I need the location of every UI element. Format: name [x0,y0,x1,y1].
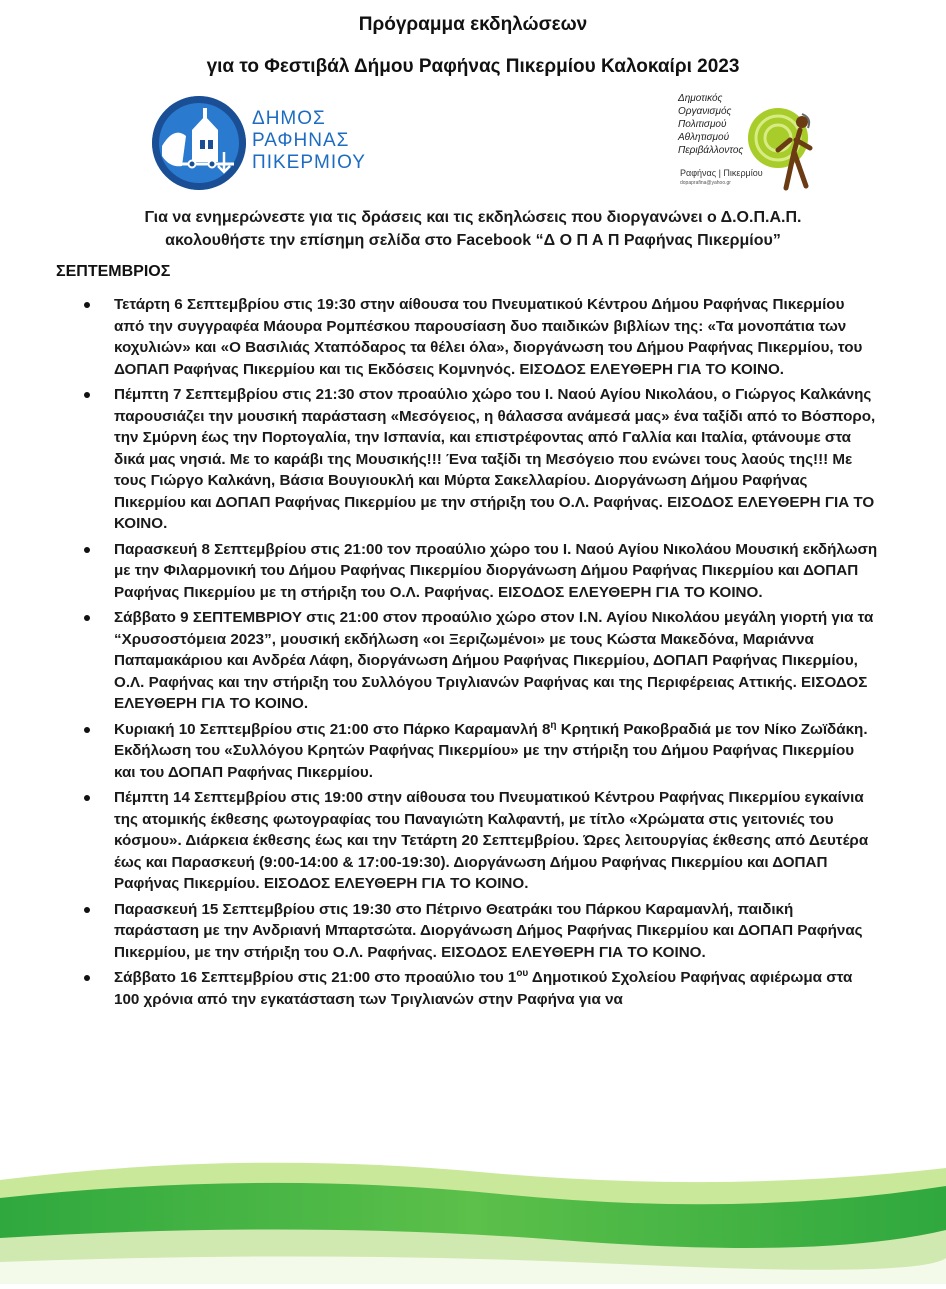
event-item [78,899,878,964]
dopap-line: Οργανισμός [678,106,732,117]
event-item [78,539,878,604]
event-text: Σάββατο 16 Σεπτεμβρίου στις 21:00 στο προαύλιο του 1 [114,969,517,986]
event-superscript: ου [516,967,529,979]
event-text: Τετάρτη 6 Σεπτεμβρίου στις 19:30 στην αίθουσα του Πνευματικού Κέντρου Δήμου Ραφήνας Πικερμίου από την συγγραφέα Μάουρα Ρομπέσκου παρουσίαση δυο παιδικών βιβλίων της: «Τα μονοπάτια των κοχυλιών» και «Ο Βασιλιάς Χταπόδαρος τα θέλει όλα», διοργάνωση του Δήμου Ραφήνας Πικερμίου, του ΔΟΠΑΠ Ραφήνας Πικερμίου και τις Εκδόσεις Κομνηνός. ΕΙΣΟΔΟΣ ΕΛΕΥΘΕΡΗ ΓΙΑ ΤΟ ΚΟΙΝΟ. [114,296,863,378]
dopap-logo-text [678,92,743,157]
document-title: Πρόγραμμα εκδηλώσεων [358,14,588,35]
event-text: Σάββατο 9 ΣΕΠΤΕΜΒΡΙΟΥ στις 21:00 στον προαύλιο χώρο στον Ι.Ν. Αγίου Νικολάου μεγάλη γιορτή για τα “Χρυσοστόμεια 2023”, μουσική εκδήλωση «οι Ξεριζωμένοι» με τους Κώστα Μακεδόνα, Μαριάννα Παπαμακάριου και Ανδρέα Λάφη, διοργάνωση Δήμου Ραφήνας Πικερμίου, ΔΟΠΑΠ Ραφήνας Πικερμίου, Ο.Λ. Ραφήνας και την στήριξη του Συλλόγου Τριγλιανών Ραφήνας και της Περιφέρειας Αττικής. ΕΙΣΟΔΟΣ ΕΛΕΥΘΕΡΗ ΓΙΑ ΤΟ ΚΟΙΝΟ. [114,609,874,712]
event-item [78,607,878,715]
event-text: Παρασκευή 15 Σεπτεμβρίου στις 19:30 στο Πέτρινο Θεατράκι του Πάρκου Καραμανλή, παιδική παράσταση με την Ανδριανή Μπαρτσώτα. Διοργάνωση Δήμος Ραφήνας Πικερμίου και ΔΟΠΑΠ Ραφήνας Πικερμίου, με την στήριξη του Ο.Λ. Ραφήνας. ΕΙΣΟΔΟΣ ΕΛΕΥΘΕΡΗ ΓΙΑ ΤΟ ΚΟΙΝΟ. [114,900,863,961]
dimos-logo-line3: ΠΙΚΕΡΜΙΟΥ [252,152,366,173]
intro-line1: Για να ενημερώνεστε για τις δράσεις και τις εκδηλώσεις που διοργανώνει ο Δ.Ο.Π.Α.Π. [144,209,802,226]
dimos-rafinas-logo [152,94,392,194]
wave-decoration-icon [0,1150,946,1284]
document-subtitle: για το Φεστιβάλ Δήμου Ραφήνας Πικερμίου Καλοκαίρι 2023 [206,56,740,77]
event-item [78,719,878,784]
dopap-line: Δημοτικός [678,93,723,104]
event-superscript: η [550,719,557,731]
green-wave-footer [0,1150,946,1284]
dopap-email: dopaprafina@yahoo.gr [680,180,731,186]
event-text: Κυριακή 10 Σεπτεμβρίου στις 21:00 στο Πάρκο Καραμανλή 8 [114,720,551,738]
event-text: Πέμπτη 7 Σεπτεμβρίου στις 21:30 στον προαύλιο χώρο του Ι. Ναού Αγίου Νικολάου, ο Γιώργος Καλκάνης παρουσιάζει την μουσική παράσταση «Μεσόγειος, η θάλασσα ανάμεσά μας» ένα ταξίδι από το Βόσπορο, την Σμύρνη έως την Πορτογαλία, την Ισπανία, και επιστρέφοντας από Γαλλία και Ιταλία, φτάνουμε στα δικά μας νησιά. Με το καράβι της Μουσικής!!! Ένα ταξίδι τη Μεσόγειο που ενώνει τους λαούς της!!! Με τους Γιώργο Καλκάνη, Βάσια Βουγιουκλή και Μύρτα Σακελλαρίου. Διοργάνωση Δήμου Ραφήνας Πικερμίου και ΔΟΠΑΠ Ραφήνας Πικερμίου με την στήριξη του Ο.Λ. Ραφήνας. ΕΙΣΟΔΟΣ ΕΛΕΥΘΕΡΗ ΓΙΑ ΤΟ ΚΟΙΝΟ. [114,386,876,532]
dimos-logo-text [252,108,366,174]
church-emblem-icon [152,96,246,190]
event-item [78,967,878,1010]
intro-line2: ακολουθήστε την επίσημη σελίδα στο Facebook “Δ Ο Π Α Π Ραφήνας Πικερμίου” [165,232,781,249]
dopap-line: Αθλητισμού [678,132,730,143]
event-text: Κρητική Ρακοβραδιά με τον Νίκο Ζωϊδάκη. Εκδήλωση του «Συλλόγου Κρητών Ραφήνας Πικερμίου» με την στήριξη του Δήμου Ραφήνας Πικερμίου και του ΔΟΠΑΠ Ραφήνας Πικερμίου. [114,720,868,781]
dopap-emblem-icon [742,100,818,192]
dopap-logo [678,90,818,190]
dopap-subtitle: Ραφήνας | Πικερμίου [680,168,763,178]
month-heading: ΣΕΠΤΕΜΒΡΙΟΣ [56,263,171,280]
event-text: Πέμπτη 14 Σεπτεμβρίου στις 19:00 στην αίθουσα του Πνευματικού Κέντρου Ραφήνας Πικερμίου εγκαίνια της ατομικής έκθεσης φωτογραφίας του Παναγιώτη Καλφαντή, με τίτλο «Χρώματα στις γειτονιές του κόσμου». Διάρκεια έκθεσης έως και την Τετάρτη 20 Σεπτεμβρίου. Ώρες λειτουργίας έκθεσης από Δευτέρα έως και Παρασκευή (9:00-14:00 & 17:00-19:30). Διοργάνωση Δήμου Ραφήνας Πικερμίου και ΔΟΠΑΠ Ραφήνας Πικερμίου. ΕΙΣΟΔΟΣ ΕΛΕΥΘΕΡΗ ΓΙΑ ΤΟ ΚΟΙΝΟ. [114,789,869,892]
event-text: Παρασκευή 8 Σεπτεμβρίου στις 21:00 τον προαύλιο χώρο του Ι. Ναού Αγίου Νικολάου Μουσική εκδήλωση με την Φιλαρμονική του Δήμου Ραφήνας Πικερμίου διοργάνωση Δήμου Ραφήνας Πικερμίου και ΔΟΠΑΠ Ραφήνας Πικερμίου με τη στήριξη του Ο.Λ. Ραφήνας. ΕΙΣΟΔΟΣ ΕΛΕΥΘΕΡΗ ΓΙΑ ΤΟ ΚΟΙΝΟ. [114,540,878,601]
event-item [78,294,878,380]
event-item [78,384,878,535]
dopap-line: Πολιτισμού [678,119,727,130]
event-item [78,787,878,895]
event-list [78,294,878,1014]
event-text: Δημοτικού Σχολείου Ραφήνας αφιέρωμα στα 100 χρόνια από την εγκατάσταση των Τριγλιανών στην Ραφήνα για να [114,969,853,1008]
dopap-line: Περιβάλλοντος [678,145,744,156]
facebook-intro [60,206,886,252]
dimos-logo-line1: ΔΗΜΟΣ [252,108,326,129]
dimos-logo-line2: ΡΑΦΗΝΑΣ [252,130,350,151]
